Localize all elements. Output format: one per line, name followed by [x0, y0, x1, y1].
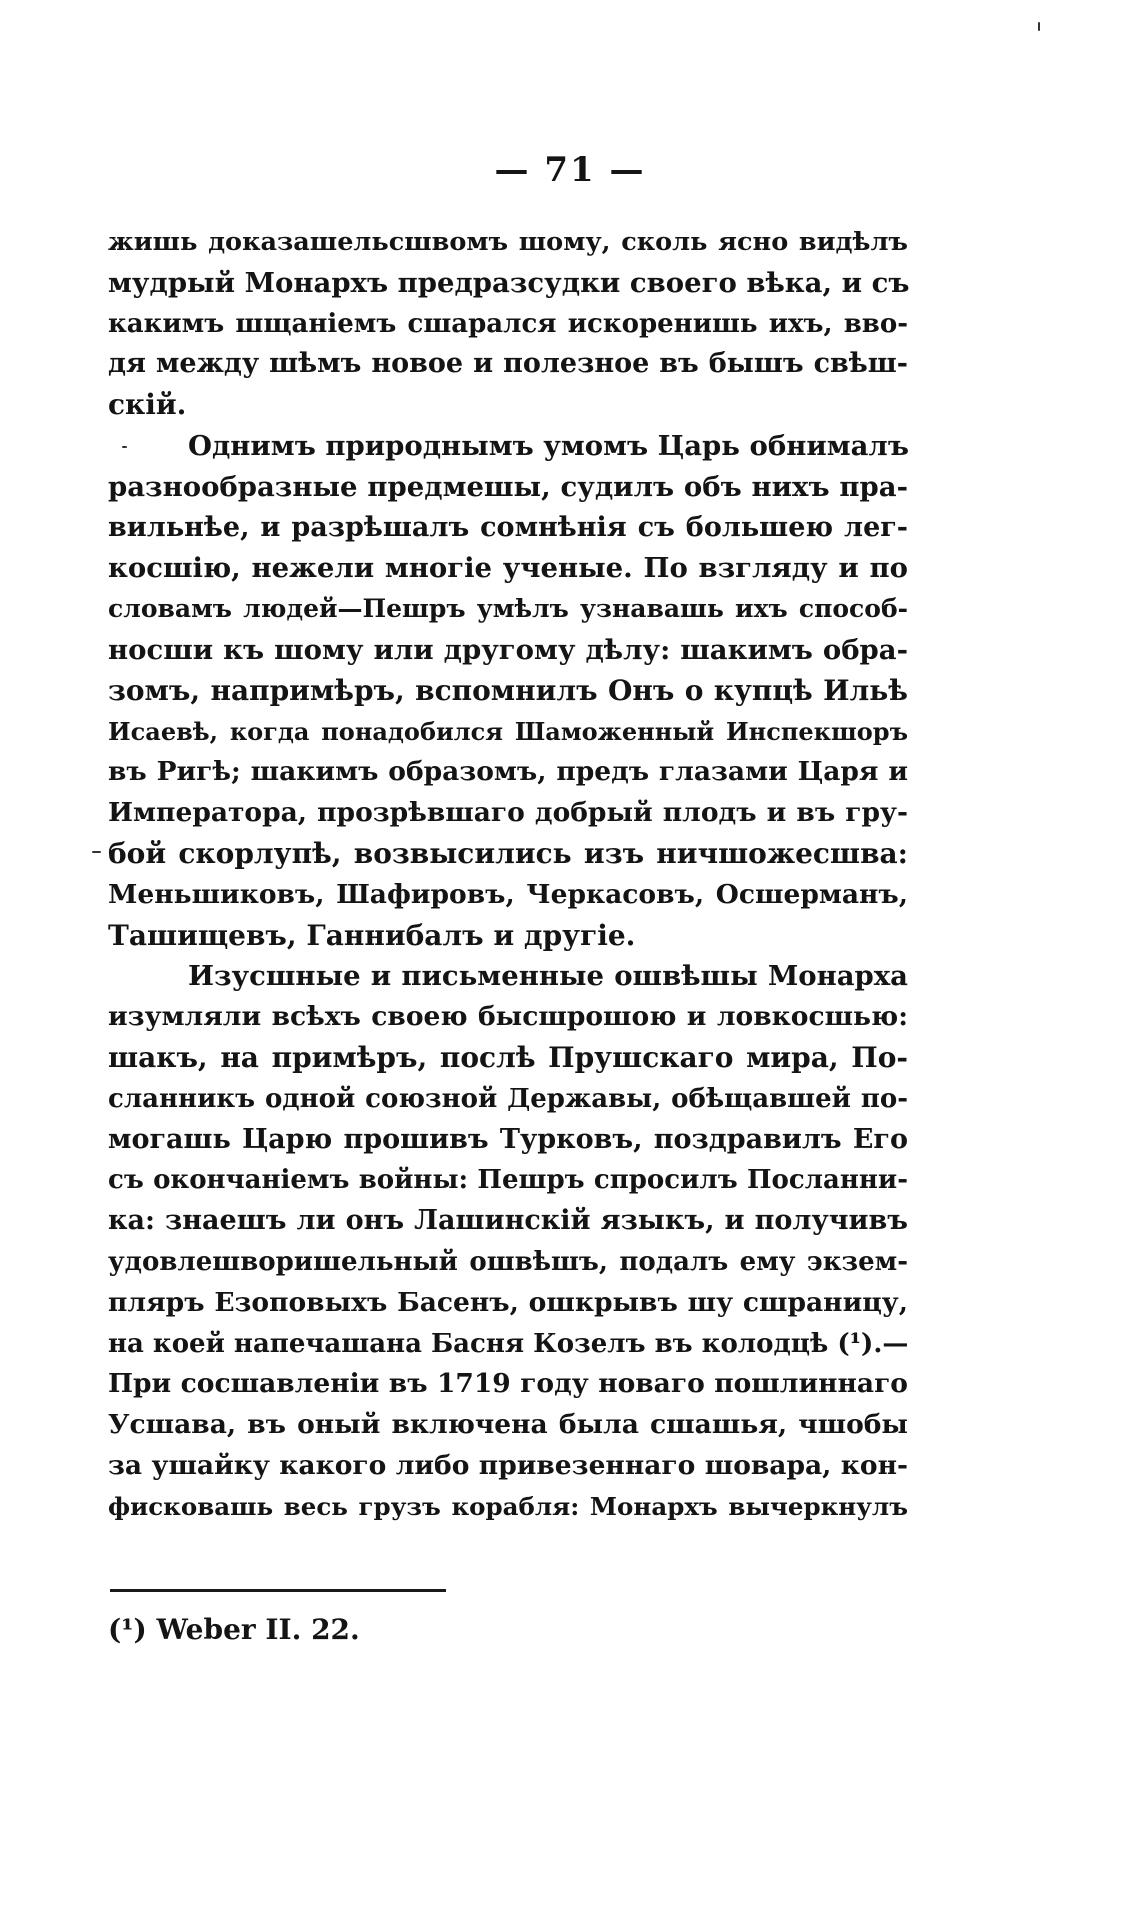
paragraph	[108, 426, 908, 956]
body-text	[108, 222, 908, 1528]
text-line: съ окончаніемъ войны: Пешръ спросилъ Посланни-	[108, 1165, 908, 1196]
text-line: Исаевѣ, когда понадобился Шаможенный Инспекшоръ	[108, 716, 908, 746]
page-number: — 71 —	[494, 150, 646, 190]
text-line: Императора, прозрѣвшаго добрый плодъ и въ гру-	[108, 797, 908, 829]
text-line: ка: знаешъ ли онъ Лашинскій языкъ, и получивъ	[108, 1205, 908, 1237]
text-line: сланникъ одной союзной Державы, обѣщавшей по-	[108, 1083, 908, 1114]
text-line: разнообразные предмешы, судилъ объ нихъ пра-	[108, 470, 908, 503]
footnote: (¹) Weber II. 22.	[108, 1613, 360, 1646]
text-line: на коей напечашана Басня Козелъ въ колодцѣ (¹).—	[108, 1328, 909, 1359]
text-line: мудрый Монархъ предразсудки своего вѣка, и съ	[108, 266, 910, 299]
paragraph	[108, 222, 908, 426]
text-line: дя между шѣмъ новое и полезное въ бышъ свѣш-	[108, 348, 908, 380]
text-line: скій.	[108, 388, 187, 422]
text-line: вильнѣе, и разрѣшалъ сомнѣнія съ большею лег-	[108, 511, 908, 543]
text-line: Усшава, въ оный включена была сшашья, чшобы	[108, 1409, 908, 1441]
text-line: за ушайку какого либо привезеннаго шовара, кон-	[108, 1449, 908, 1481]
print-speck	[1038, 22, 1040, 31]
text-line: носши къ шому или другому дѣлу: шакимъ обра-	[108, 633, 908, 666]
text-line: могашь Царю прошивъ Турковъ, поздравилъ Его	[108, 1123, 908, 1155]
text-line: фисковашь весь грузъ корабля: Монархъ вычеркнулъ	[108, 1491, 908, 1521]
text-line: изумляли всѣхъ своею бысшрошою и ловкосшью:	[108, 1001, 908, 1033]
text-line: бой скорлупѣ, возвысились изъ ничшожесшва:	[108, 836, 908, 870]
text-line: шакъ, на примѣръ, послѣ Прушскаго мира, По-	[108, 1040, 908, 1074]
text-line: Ташищевъ, Ганнибалъ и другіе.	[108, 918, 636, 952]
text-line: При сосшавленіи въ 1719 году новаго пошлиннаго	[108, 1368, 908, 1400]
text-line: удовлешворишельный ошвѣшъ, подалъ ему экзем-	[108, 1246, 908, 1277]
print-speck	[122, 446, 127, 448]
text-line: пляръ Езоповыхъ Басенъ, ошкрывъ шу сшраницу,	[108, 1286, 908, 1318]
text-line: Меньшиковъ, Шафировъ, Черкасовъ, Осшерманъ,	[108, 878, 908, 910]
text-line: въ Ригѣ; шакимъ образомъ, предъ глазами Царя и	[108, 756, 908, 788]
text-line: Изусшные и письменные ошвѣшы Монарха	[188, 960, 908, 993]
text-line: зомъ, напримѣръ, вспомнилъ Онъ о купцѣ Ильѣ	[108, 673, 908, 707]
text-line: словамъ людей—Пешръ умѣлъ узнавашь ихъ способ-	[108, 594, 908, 624]
print-speck	[92, 851, 101, 853]
text-line: косшію, нежели многіе ученые. По взгляду и по	[108, 552, 908, 585]
text-line: жишь доказашельсшвомъ шому, сколь ясно видѣлъ	[108, 227, 908, 257]
text-line: какимъ шщаніемъ сшарался искоренишь ихъ, вво-	[108, 308, 908, 339]
paragraph	[108, 956, 908, 1527]
footnote-rule	[110, 1589, 446, 1592]
text-line: Однимъ природнымъ умомъ Царь обнималъ	[188, 429, 909, 462]
